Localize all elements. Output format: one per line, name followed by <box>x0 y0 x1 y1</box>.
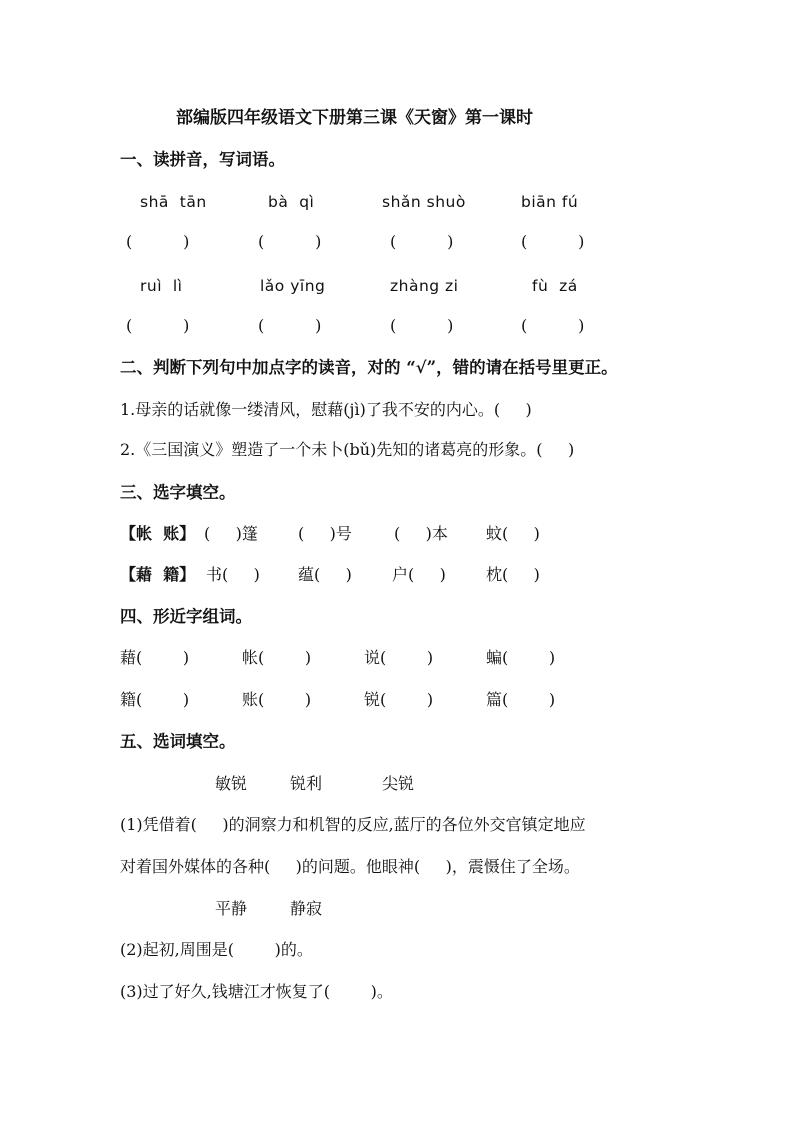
question-5-1-line2: 对着国外媒体的各种( )的问题。他眼神( )，震慑住了全场。 <box>120 857 580 876</box>
pinyin-zhangzi: zhàng zi <box>390 277 459 295</box>
answer-blank[interactable]: ( ) <box>521 232 585 251</box>
question-5-3: (3)过了好久,钱塘江才恢复了( )。 <box>120 982 393 1001</box>
word-item[interactable]: 说( ) <box>364 648 434 667</box>
fill-item[interactable]: 蚊( ) <box>486 524 540 543</box>
answer-blank[interactable]: ( ) <box>390 316 454 335</box>
answer-blank[interactable]: ( ) <box>126 316 190 335</box>
section1-heading: 一、读拼音，写词语。 <box>120 150 285 169</box>
word-item[interactable]: 藉( ) <box>120 648 190 667</box>
section5-heading: 五、选词填空。 <box>120 732 236 751</box>
word-choice: 静寂 <box>290 899 323 918</box>
word-item[interactable]: 账( ) <box>242 690 312 709</box>
word-choice: 敏锐 <box>215 774 248 793</box>
section2-heading: 二、判断下列句中加点字的读音，对的 “√”，错的请在括号里更正。 <box>120 358 618 377</box>
fill-item[interactable]: ( )本 <box>394 524 448 543</box>
answer-blank[interactable]: ( ) <box>258 316 322 335</box>
fill-item[interactable]: 户( ) <box>392 565 446 584</box>
word-item[interactable]: 篇( ) <box>486 690 556 709</box>
word-item[interactable]: 锐( ) <box>364 690 434 709</box>
word-item[interactable]: 蝙( ) <box>486 648 556 667</box>
question-2-2: 2.《三国演义》塑造了一个未卜(bǔ)先知的诸葛亮的形象。( ) <box>120 440 575 459</box>
fill-item[interactable]: ( )篷 <box>204 524 258 543</box>
question-5-2: (2)起初,周围是( )的。 <box>120 940 313 959</box>
page-title: 部编版四年级语文下册第三课《天窗》第一课时 <box>176 108 533 128</box>
answer-blank[interactable]: ( ) <box>258 232 322 251</box>
pinyin-bianfu: biān fú <box>521 193 579 211</box>
choice-label: 【帐 账】 <box>120 524 196 543</box>
answer-blank[interactable]: ( ) <box>126 232 190 251</box>
fill-item[interactable]: 枕( ) <box>486 565 540 584</box>
word-choice: 平静 <box>215 899 248 918</box>
pinyin-baqi: bà qì <box>268 193 315 211</box>
pinyin-shatan: shā tān <box>140 193 207 211</box>
choice-label: 【藉 籍】 <box>120 565 196 584</box>
section3-heading: 三、选字填空。 <box>120 483 236 502</box>
pinyin-shanshuo: shǎn shuò <box>382 193 466 211</box>
word-item[interactable]: 籍( ) <box>120 690 190 709</box>
fill-item[interactable]: 蕴( ) <box>298 565 352 584</box>
pinyin-ruili: ruì lì <box>140 277 183 295</box>
answer-blank[interactable]: ( ) <box>521 316 585 335</box>
word-choice: 锐利 <box>290 774 323 793</box>
fill-item[interactable]: 书( ) <box>206 565 260 584</box>
question-2-1: 1.母亲的话就像一缕清风，慰藉(jì)了我不安的内心。( ) <box>120 400 532 419</box>
word-choice: 尖锐 <box>382 774 415 793</box>
pinyin-laoying: lǎo yīng <box>260 277 326 295</box>
question-5-1-line1: (1)凭借着( )的洞察力和机智的反应,蓝厅的各位外交官镇定地应 <box>120 815 586 834</box>
fill-item[interactable]: ( )号 <box>298 524 352 543</box>
section4-heading: 四、形近字组词。 <box>120 607 252 626</box>
word-item[interactable]: 帐( ) <box>242 648 312 667</box>
pinyin-fuza: fù zá <box>532 277 578 295</box>
answer-blank[interactable]: ( ) <box>390 232 454 251</box>
